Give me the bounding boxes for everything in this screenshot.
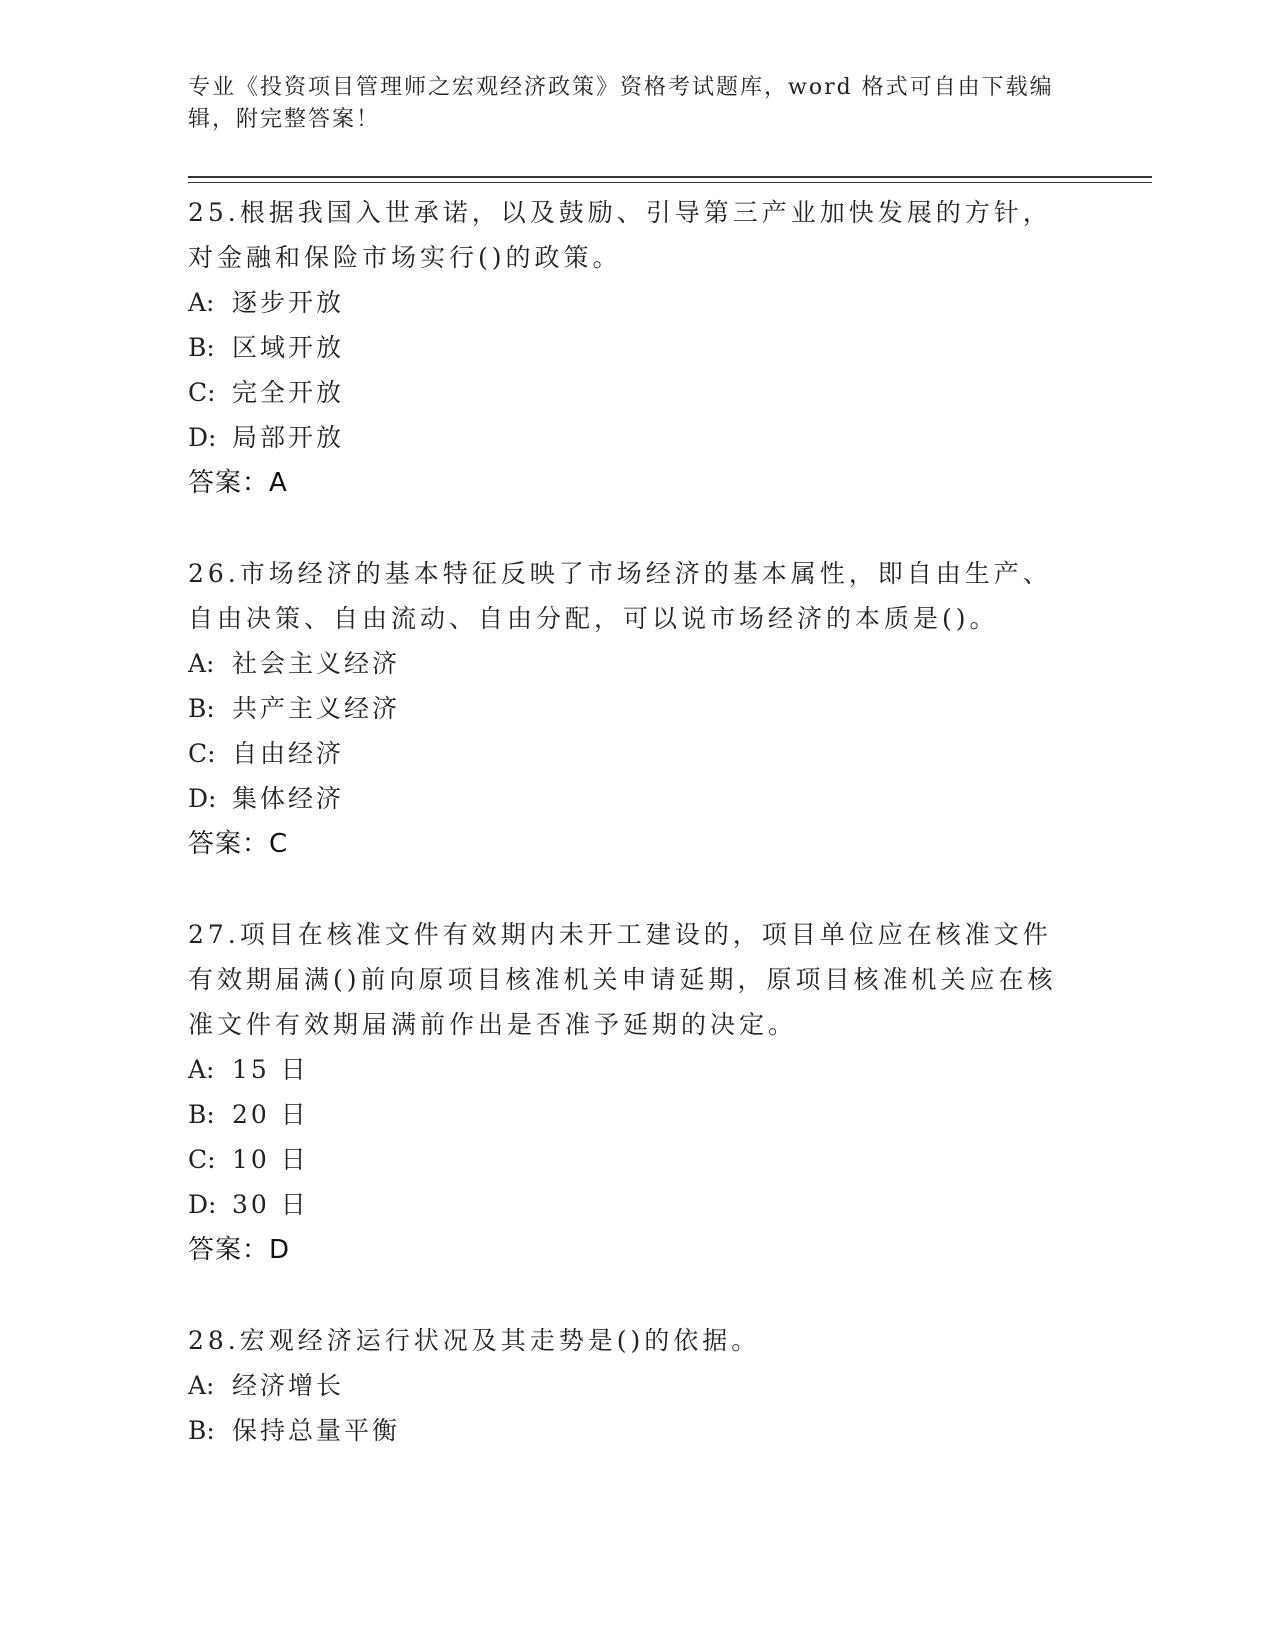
option-text: 共产主义经济 <box>232 694 401 723</box>
option-text: 经济增长 <box>232 1371 345 1400</box>
option-text: 自由经济 <box>232 739 345 768</box>
option-letter: D: <box>188 784 217 813</box>
option-letter: B: <box>188 1100 215 1129</box>
option-letter: B: <box>188 1416 215 1445</box>
option-letter: A: <box>188 288 215 317</box>
option-text: 局部开放 <box>232 423 345 452</box>
option-letter: C: <box>188 378 216 407</box>
answer-label: 答案：A <box>188 468 288 498</box>
header-line-1: 专业《投资项目管理师之宏观经济政策》资格考试题库，word 格式可自由下载编 <box>188 75 1054 100</box>
option-c <box>188 731 1068 776</box>
header-rule-thick <box>188 176 1152 178</box>
option-text: 10 日 <box>232 1145 309 1174</box>
header-rule-thin <box>188 182 1152 183</box>
option-c <box>188 370 1068 415</box>
option-text: 完全开放 <box>232 378 345 407</box>
answer-label: 答案：D <box>188 1235 291 1265</box>
option-text: 30 日 <box>232 1190 309 1219</box>
option-letter: A: <box>188 1371 215 1400</box>
option-letter: A: <box>188 649 215 678</box>
question-27 <box>188 912 1068 1273</box>
option-letter: D: <box>188 423 217 452</box>
option-text: 集体经济 <box>232 784 345 813</box>
option-c <box>188 1137 1068 1182</box>
question-stem: 25.根据我国入世承诺，以及鼓励、引导第三产业加快发展的方针，对金融和保险市场实行()的政策。 <box>188 198 1052 272</box>
question-26 <box>188 551 1068 867</box>
option-d <box>188 776 1068 821</box>
answer-label: 答案：C <box>188 829 289 859</box>
option-letter: B: <box>188 694 215 723</box>
option-b <box>188 1092 1068 1137</box>
option-text: 社会主义经济 <box>232 649 401 678</box>
option-b <box>188 325 1068 370</box>
option-letter: B: <box>188 333 215 362</box>
option-text: 20 日 <box>232 1100 309 1129</box>
header-line-2: 辑，附完整答案！ <box>188 107 381 132</box>
option-a <box>188 1363 1068 1408</box>
option-d <box>188 1182 1068 1227</box>
question-list <box>188 190 1068 1498</box>
question-stem: 27.项目在核准文件有效期内未开工建设的，项目单位应在核准文件有效期届满()前向原项目核准机关申请延期，原项目核准机关应在核准文件有效期届满前作出是否准予延期的决定。 <box>188 920 1057 1039</box>
option-a <box>188 641 1068 686</box>
option-text: 15 日 <box>232 1055 309 1084</box>
question-stem: 26.市场经济的基本特征反映了市场经济的基本属性，即自由生产、自由决策、自由流动、自由分配，可以说市场经济的本质是()。 <box>188 559 1052 633</box>
option-letter: A: <box>188 1055 215 1084</box>
option-text: 保持总量平衡 <box>232 1416 401 1445</box>
option-letter: C: <box>188 1145 216 1174</box>
option-letter: D: <box>188 1190 217 1219</box>
option-b <box>188 1408 1068 1453</box>
question-28 <box>188 1318 1068 1453</box>
option-text: 逐步开放 <box>232 288 345 317</box>
question-25 <box>188 190 1068 506</box>
option-letter: C: <box>188 739 216 768</box>
option-a <box>188 1047 1068 1092</box>
option-a <box>188 280 1068 325</box>
option-b <box>188 686 1068 731</box>
option-text: 区域开放 <box>232 333 345 362</box>
option-d <box>188 415 1068 460</box>
document-header <box>188 72 1068 136</box>
question-stem: 28.宏观经济运行状况及其走势是()的依据。 <box>188 1326 761 1355</box>
